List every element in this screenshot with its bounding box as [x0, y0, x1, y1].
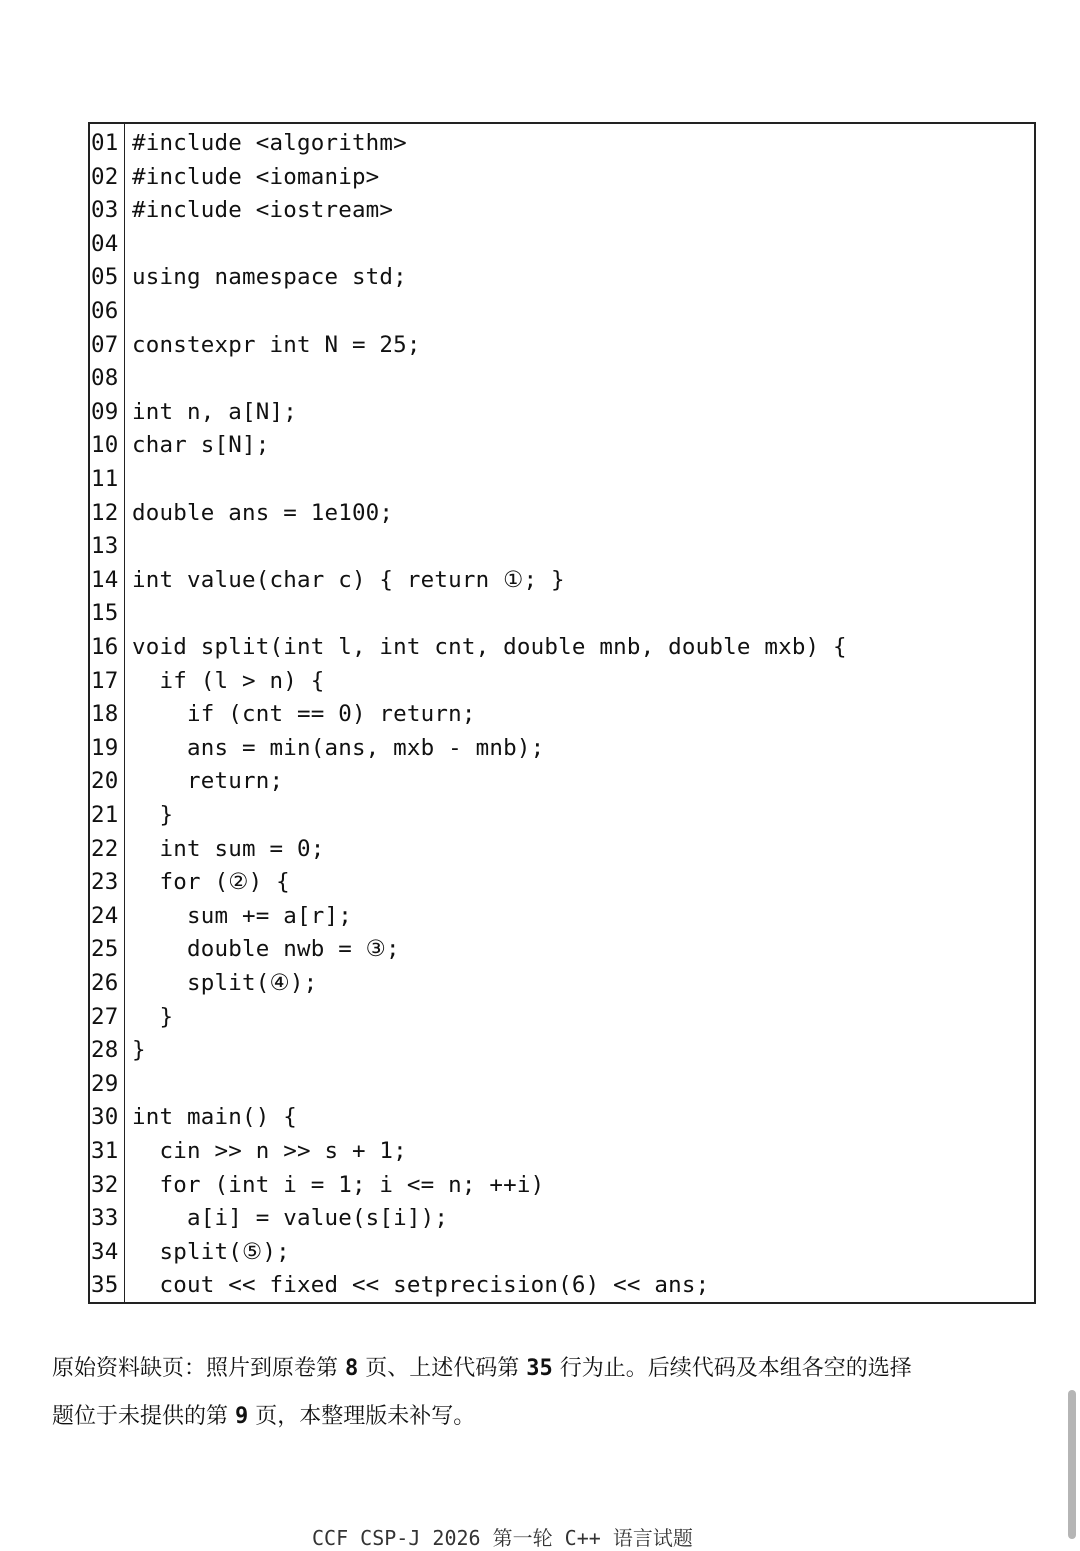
- code-text: #include <algorithm>: [132, 130, 407, 156]
- line-number: 13: [91, 533, 119, 560]
- line-number: 21: [91, 802, 119, 828]
- line-number: 34: [91, 1238, 119, 1265]
- note-text: 页，本整理版未补写。: [248, 1404, 476, 1429]
- line-number: 11: [91, 466, 119, 492]
- missing-page-note-line-1: [52, 1345, 1032, 1393]
- code-text: if (l > n) {: [132, 667, 325, 694]
- line-number: 04: [91, 230, 119, 257]
- line-number: 09: [91, 398, 119, 425]
- line-number: 20: [91, 768, 119, 795]
- code-listing: [88, 122, 1036, 1304]
- page-footer: CCF CSP-J 2026 第一轮 C++ 语言试题: [312, 1526, 693, 1550]
- note-line-number: 35: [526, 1356, 553, 1381]
- code-text: constexpr int N = 25;: [132, 331, 421, 358]
- note-page-number: 9: [235, 1404, 249, 1429]
- line-number: 08: [91, 365, 119, 392]
- code-text: split(⑤);: [132, 1238, 290, 1265]
- code-text: using namespace std;: [132, 264, 407, 291]
- note-text: 原始资料缺页：照片到原卷第: [52, 1356, 345, 1381]
- line-number: 35: [91, 1272, 119, 1299]
- code-text: }: [132, 1037, 146, 1064]
- line-number: 03: [91, 197, 119, 224]
- line-number: 19: [91, 734, 119, 761]
- line-number: 32: [91, 1171, 119, 1198]
- line-number: 06: [91, 298, 119, 324]
- note-text: 页、上述代码第: [358, 1356, 527, 1381]
- line-number: 12: [91, 499, 119, 526]
- code-text: a[i] = value(s[i]);: [132, 1205, 449, 1232]
- line-number: 33: [91, 1205, 119, 1232]
- code-text: }: [132, 1003, 174, 1030]
- line-number: 30: [91, 1104, 119, 1131]
- code-text: return;: [132, 768, 284, 795]
- code-text: int value(char c) { return ①; }: [132, 566, 565, 593]
- line-number: 28: [91, 1037, 119, 1064]
- code-text: char s[N];: [132, 432, 270, 459]
- code-text: cin >> n >> s + 1;: [132, 1138, 407, 1164]
- line-number: 29: [91, 1070, 119, 1097]
- code-text: int main() {: [132, 1104, 297, 1131]
- code-text: int sum = 0;: [132, 835, 325, 862]
- code-text: split(④);: [132, 970, 318, 996]
- line-number: 27: [91, 1003, 119, 1030]
- line-number: 26: [91, 970, 119, 996]
- code-text: double ans = 1e100;: [132, 499, 394, 526]
- line-number: 14: [91, 566, 119, 593]
- line-number: 25: [91, 936, 119, 963]
- line-number: 17: [91, 667, 119, 694]
- line-number: 31: [91, 1138, 119, 1164]
- line-number: 24: [91, 902, 119, 929]
- code-text: int n, a[N];: [132, 398, 297, 425]
- code-text: }: [132, 802, 174, 828]
- line-number: 22: [91, 835, 119, 862]
- line-number: 18: [91, 701, 119, 728]
- line-number: 05: [91, 264, 119, 291]
- code-text: ans = min(ans, mxb - mnb);: [132, 734, 545, 761]
- code-text: cout << fixed << setprecision(6) << ans;: [132, 1272, 710, 1299]
- line-number: 10: [91, 432, 119, 459]
- code-text: double nwb = ③;: [132, 936, 400, 963]
- note-text: 题位于未提供的第: [52, 1404, 235, 1429]
- scrollbar-thumb[interactable]: [1068, 1390, 1076, 1539]
- code-text: for (int i = 1; i <= n; ++i): [132, 1171, 545, 1198]
- code-text: if (cnt == 0) return;: [132, 701, 476, 728]
- line-number: 23: [91, 869, 119, 896]
- note-page-number: 8: [345, 1356, 359, 1381]
- line-number: 16: [91, 634, 119, 660]
- note-text: 行为止。后续代码及本组各空的选择: [552, 1356, 912, 1381]
- code-text: #include <iostream>: [132, 197, 394, 224]
- line-number: 02: [91, 163, 119, 190]
- line-number: 07: [91, 331, 119, 358]
- code-text: for (②) {: [132, 869, 290, 896]
- code-text: sum += a[r];: [132, 902, 352, 929]
- code-text: #include <iomanip>: [132, 163, 380, 190]
- missing-page-note-line-2: [52, 1393, 1032, 1441]
- code-text: void split(int l, int cnt, double mnb, double mxb) {: [132, 634, 847, 660]
- line-number: 01: [91, 130, 119, 156]
- line-number: 15: [91, 600, 119, 627]
